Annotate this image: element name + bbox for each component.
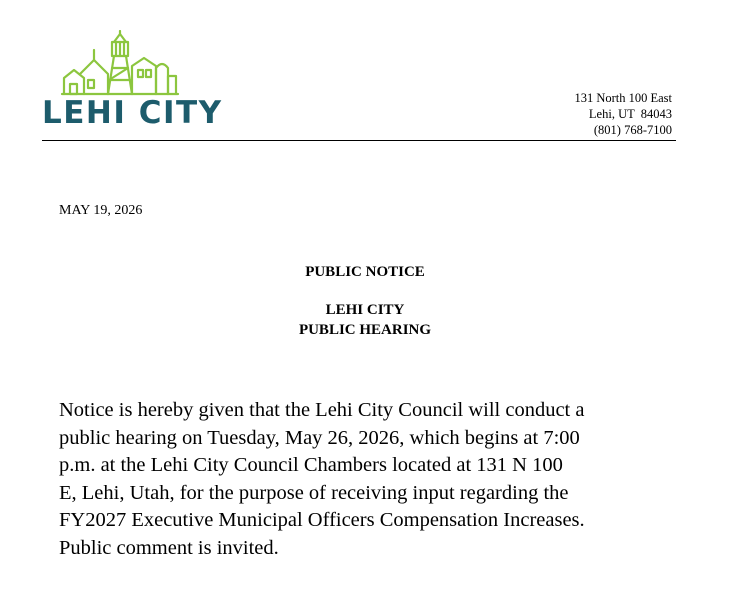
logo-wordmark	[42, 95, 223, 131]
notice-date: MAY 19, 2026	[59, 203, 143, 218]
notice-body-line: Notice is hereby given that the Lehi City Council will conduct a	[59, 399, 585, 421]
letterhead-divider	[42, 140, 676, 141]
address-street: 131 North 100 East	[574, 91, 672, 105]
notice-body	[59, 397, 699, 562]
notice-body-line: p.m. at the Lehi City Council Chambers located at 131 N 100	[59, 454, 563, 476]
logo-text: LEHI CITY	[42, 95, 223, 131]
skyline-icon	[60, 30, 180, 96]
notice-body-line: public hearing on Tuesday, May 26, 2026, which begins at 7:00	[59, 426, 580, 449]
address-city: Lehi, UT 84043	[588, 107, 672, 121]
notice-body-line: E, Lehi, Utah, for the purpose of receiving input regarding the	[59, 481, 569, 504]
notice-body-line: Public comment is invited.	[59, 536, 279, 559]
notice-body-line: FY2027 Executive Municipal Officers Compensation Increases.	[59, 509, 585, 531]
notice-subheading-line2: PUBLIC HEARING	[298, 322, 432, 338]
notice-subheading-line1: LEHI CITY	[325, 302, 405, 318]
lehi-city-logo	[40, 30, 223, 131]
letterhead-address	[574, 90, 672, 138]
address-phone: (801) 768-7100	[593, 123, 672, 137]
notice-heading: PUBLIC NOTICE	[305, 264, 425, 280]
